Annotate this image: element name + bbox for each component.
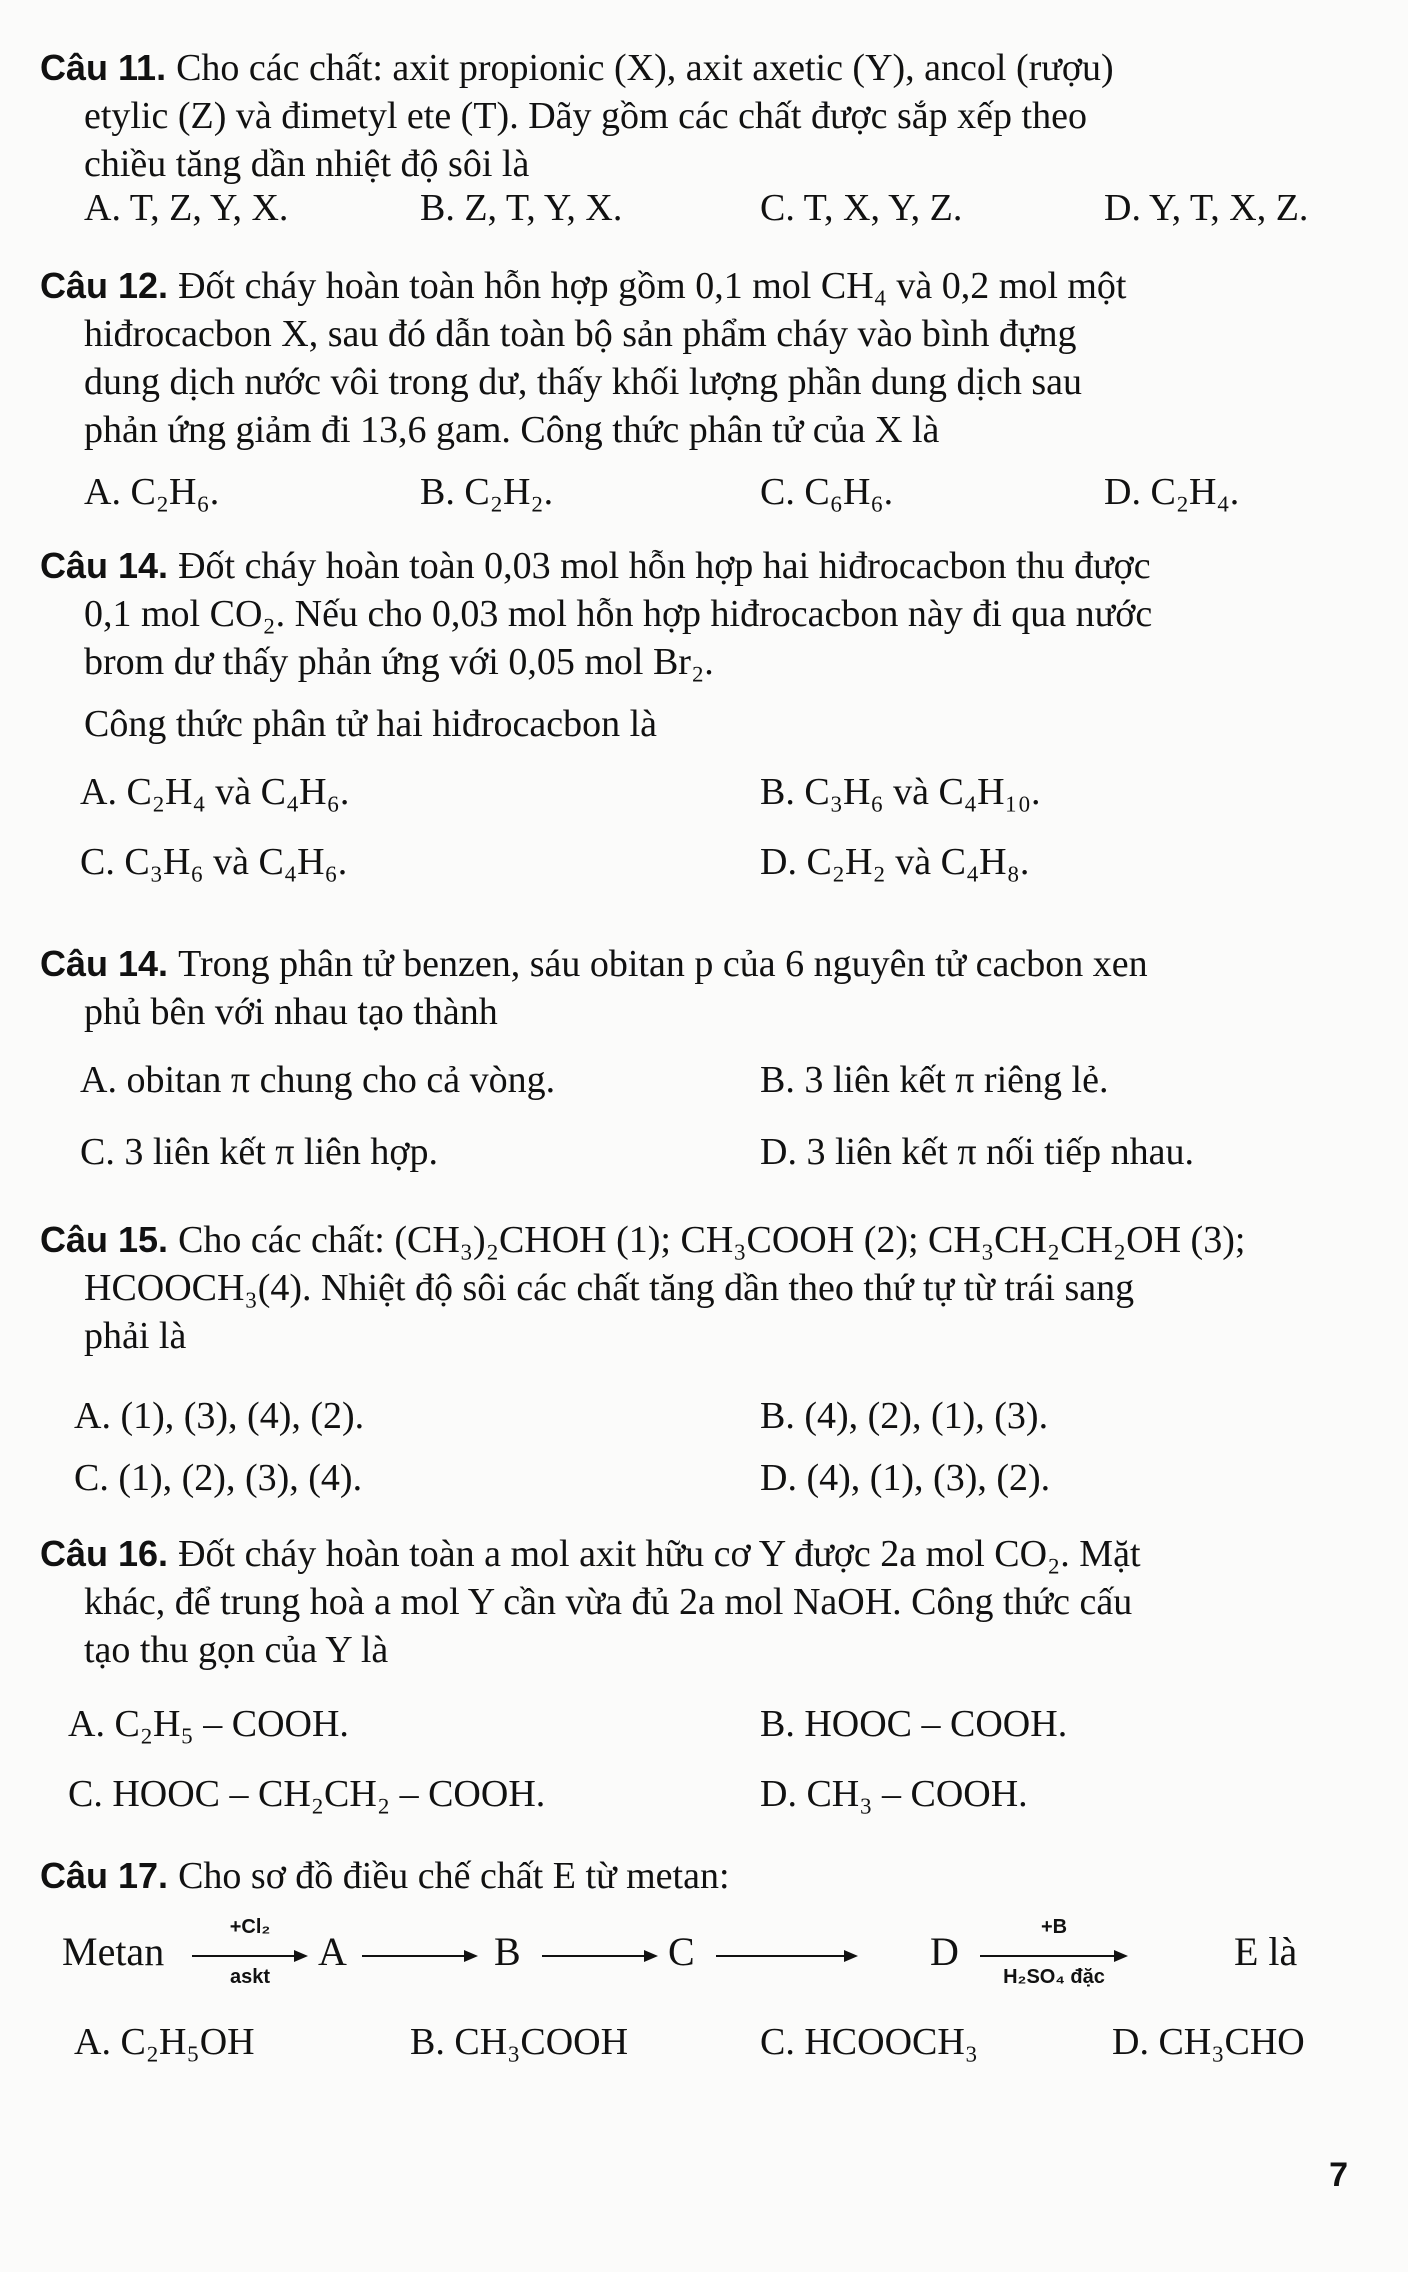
scheme-start: Metan [62, 1929, 165, 1974]
answer-options [80, 1130, 1340, 1180]
option-a: A. obitan π chung cho cả vòng. [80, 1059, 556, 1101]
reaction-arrow [542, 1916, 658, 1996]
option-b: B. Z, T, Y, X. [420, 187, 623, 229]
question-text: Cho sơ đồ điều chế chất E từ metan: [178, 1855, 730, 1897]
scheme-b: B [494, 1929, 521, 1974]
arrow-icon [192, 1946, 308, 1966]
question-text: Đốt cháy hoàn toàn a mol axit hữu cơ Y được 2a mol CO₂. Mặt [178, 1533, 1141, 1575]
question-label: Câu 12. [40, 265, 169, 306]
reaction-arrow [362, 1916, 478, 1996]
question-label: Câu 14. [40, 545, 169, 586]
reaction-scheme [62, 1916, 1342, 1996]
question-text: 0,1 mol CO₂. Nếu cho 0,03 mol hỗn hợp hiđrocacbon này đi qua nước [84, 593, 1153, 635]
question-text: hiđrocacbon X, sau đó dẫn toàn bộ sản phẩm cháy vào bình đựng [84, 313, 1077, 355]
option-a: A. C₂H₅OH [74, 2021, 255, 2063]
option-b: B. (4), (2), (1), (3). [760, 1395, 1049, 1437]
question-17 [40, 1852, 1360, 1900]
question-text: Đốt cháy hoàn toàn hỗn hợp gồm 0,1 mol CH₄ và 0,2 mol một [178, 265, 1127, 307]
question-text: Cho các chất: axit propionic (X), axit axetic (Y), ancol (rượu) [176, 47, 1114, 89]
option-c: C. C₃H₆ và C₄H₆. [80, 841, 348, 883]
question-label: Câu 11. [40, 47, 167, 88]
option-c: C. C₆H₆. [760, 471, 894, 513]
option-d: D. Y, T, X, Z. [1104, 187, 1309, 229]
question-text: Trong phân tử benzen, sáu obitan p của 6 nguyên tử cacbon xen [178, 943, 1148, 985]
question-11 [40, 44, 1360, 188]
answer-options [80, 770, 1340, 820]
option-b: B. HOOC – COOH. [760, 1703, 1068, 1745]
question-text: brom dư thấy phản ứng với 0,05 mol Br₂. [84, 641, 714, 683]
question-text: Cho các chất: (CH₃)₂CHOH (1); CH₃COOH (2); CH₃CH₂CH₂OH (3); [178, 1219, 1246, 1261]
page-number: 7 [1329, 2156, 1348, 2194]
arrow-icon [716, 1946, 858, 1966]
question-text: HCOOCH₃(4). Nhiệt độ sôi các chất tăng dần theo thứ tự từ trái sang [84, 1267, 1135, 1309]
option-d: D. C₂H₄. [1104, 471, 1240, 513]
arrow-icon [542, 1946, 658, 1966]
answer-options [84, 186, 1344, 236]
question-text: phủ bên với nhau tạo thành [84, 991, 498, 1033]
question-12 [40, 262, 1360, 454]
option-c: C. HCOOCH₃ [760, 2021, 979, 2063]
question-label: Câu 17. [40, 1855, 169, 1896]
question-16 [40, 1530, 1360, 1674]
question-text: Công thức phân tử hai hiđrocacbon là [84, 703, 658, 745]
question-text: Đốt cháy hoàn toàn 0,03 mol hỗn hợp hai hiđrocacbon thu được [178, 545, 1151, 587]
option-b: B. 3 liên kết π riêng lẻ. [760, 1059, 1109, 1101]
option-d: D. CH₃CHO [1112, 2021, 1305, 2063]
option-d: D. 3 liên kết π nối tiếp nhau. [760, 1131, 1194, 1173]
question-text: phản ứng giảm đi 13,6 gam. Công thức phân tử của X là [84, 409, 940, 451]
scheme-d: D [930, 1929, 959, 1974]
option-a: A. C₂H₄ và C₄H₆. [80, 771, 350, 813]
question-text: chiều tăng dần nhiệt độ sôi là [84, 143, 530, 185]
option-c: C. T, X, Y, Z. [760, 187, 963, 229]
reaction-arrow [980, 1916, 1128, 1996]
question-label: Câu 14. [40, 943, 169, 984]
option-a: A. C₂H₆. [84, 471, 220, 513]
question-15 [40, 1216, 1360, 1360]
arrow-reagent: +B [1040, 1916, 1068, 1938]
question-text: tạo thu gọn của Y là [84, 1629, 389, 1671]
option-a: A. (1), (3), (4), (2). [74, 1395, 365, 1437]
reaction-arrow [192, 1916, 308, 1996]
answer-options [74, 1394, 1340, 1444]
option-a: A. C₂H₅ – COOH. [68, 1703, 349, 1745]
question-text: etylic (Z) và đimetyl ete (T). Dãy gồm các chất được sắp xếp theo [84, 95, 1087, 137]
answer-options [74, 1456, 1340, 1506]
question-text: khác, để trung hoà a mol Y cần vừa đủ 2a mol NaOH. Công thức cấu [84, 1581, 1133, 1623]
answer-options [74, 2020, 1334, 2070]
answer-options [80, 1058, 1340, 1108]
option-d: D. C₂H₂ và C₄H₈. [760, 841, 1030, 883]
answer-options [80, 840, 1340, 890]
arrow-icon [362, 1946, 478, 1966]
scheme-e: E là [1234, 1929, 1298, 1974]
answer-options [84, 470, 1344, 520]
arrow-reagent: +Cl₂ [229, 1916, 271, 1938]
option-d: D. CH₃ – COOH. [760, 1773, 1028, 1815]
arrow-icon [980, 1946, 1128, 1966]
question-text: dung dịch nước vôi trong dư, thấy khối lượng phần dung dịch sau [84, 361, 1083, 403]
option-b: B. C₃H₆ và C₄H₁₀. [760, 771, 1041, 813]
scheme-a: A [318, 1929, 347, 1974]
scheme-c: C [668, 1929, 695, 1974]
question-label: Câu 15. [40, 1219, 169, 1260]
question-14-b [40, 940, 1360, 1036]
option-b: B. C₂H₂. [420, 471, 554, 513]
option-a: A. T, Z, Y, X. [84, 187, 289, 229]
arrow-condition: askt [229, 1966, 271, 1988]
option-d: D. (4), (1), (3), (2). [760, 1457, 1051, 1499]
question-label: Câu 16. [40, 1533, 169, 1574]
arrow-condition: H₂SO₄ đặc [1003, 1966, 1105, 1988]
option-c: C. HOOC – CH₂CH₂ – COOH. [68, 1773, 546, 1815]
option-c: C. 3 liên kết π liên hợp. [80, 1131, 439, 1173]
question-text: phải là [84, 1315, 187, 1357]
option-b: B. CH₃COOH [410, 2021, 629, 2063]
question-14-a [40, 542, 1360, 748]
answer-options [68, 1702, 1340, 1752]
answer-options [68, 1772, 1340, 1822]
reaction-arrow [716, 1916, 858, 1996]
option-c: C. (1), (2), (3), (4). [74, 1457, 363, 1499]
